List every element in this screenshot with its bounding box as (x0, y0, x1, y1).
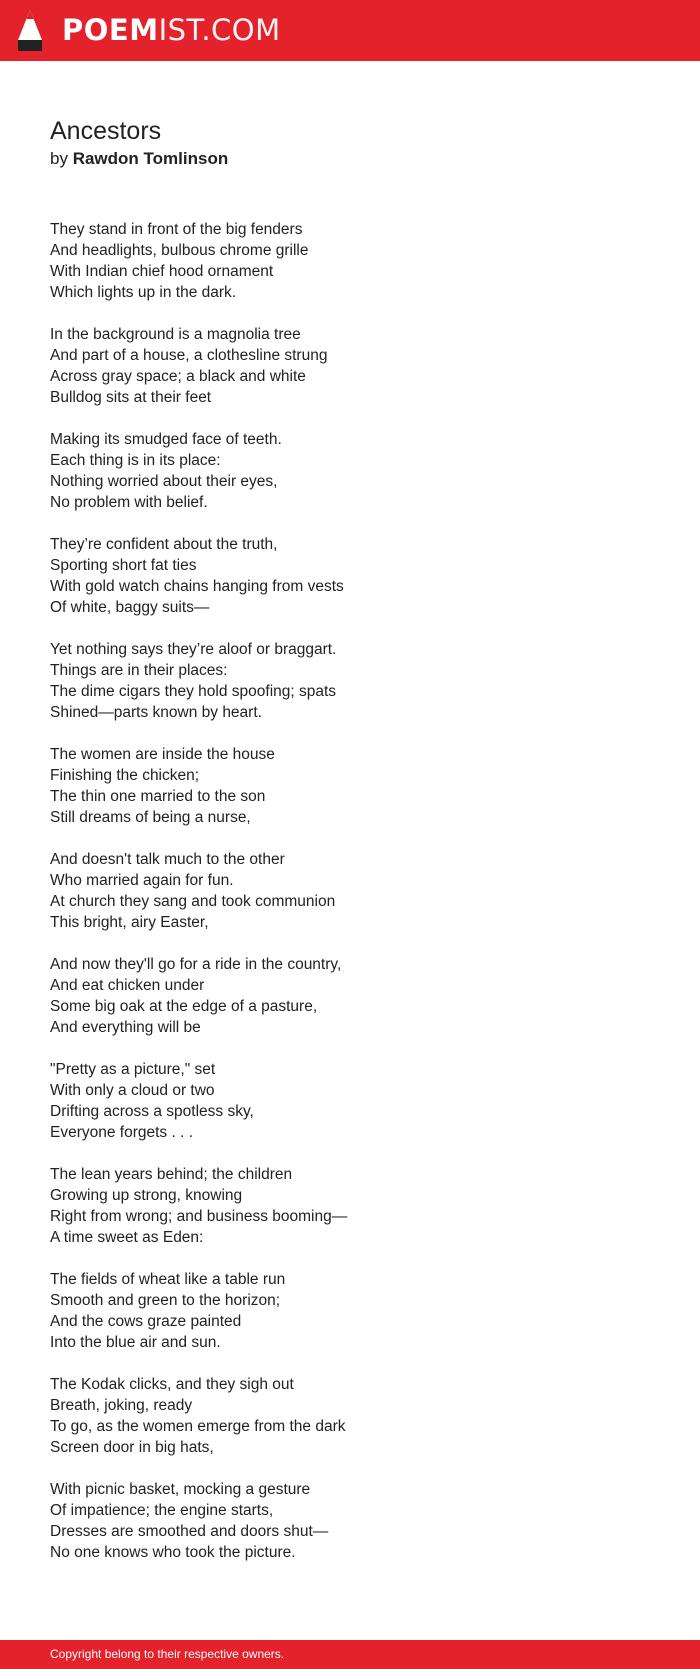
poem-line: The lean years behind; the children (50, 1166, 293, 1183)
poem-line: And everything will be (50, 1019, 201, 1036)
poem-line: To go, as the women emerge from the dark (50, 1418, 346, 1435)
poem-stanza (50, 429, 650, 513)
poem-stanza (50, 1164, 650, 1248)
poem-line: With gold watch chains hanging from vests (50, 578, 344, 595)
poem-line: Everyone forgets . . . (50, 1124, 194, 1141)
poem-line: No problem with belief. (50, 494, 208, 511)
poem-line: Some big oak at the edge of a pasture, (50, 998, 318, 1015)
poem-stanza (50, 1059, 650, 1143)
poem-line: And eat chicken under (50, 977, 205, 994)
poem-line: Growing up strong, knowing (50, 1187, 243, 1204)
pencil-logo-icon[interactable] (18, 10, 42, 51)
poem-line: The women are inside the house (50, 746, 275, 763)
poem-line: Breath, joking, ready (50, 1397, 193, 1414)
poem-line: The dime cigars they hold spoofing; spats (50, 683, 337, 700)
poem-line: "Pretty as a picture," set (50, 1061, 216, 1078)
poem-line: In the background is a magnolia tree (50, 326, 301, 343)
poem-line: They’re confident about the truth, (50, 536, 278, 553)
poem-line: Screen door in big hats, (50, 1439, 214, 1456)
copyright-text: Copyright belong to their respective owners. (50, 1647, 285, 1661)
poem-byline (50, 148, 228, 170)
poem-stanza (50, 324, 650, 408)
poem-line: Right from wrong; and business booming— (50, 1208, 348, 1225)
poem-title: Ancestors (50, 117, 162, 145)
poem-stanza (50, 534, 650, 618)
poem-line: Things are in their places: (50, 662, 228, 679)
poem-stanza (50, 849, 650, 933)
poem-line: Which lights up in the dark. (50, 284, 237, 301)
poem-stanza (50, 1374, 650, 1458)
poem-line: Making its smudged face of teeth. (50, 431, 282, 448)
poem-line: Into the blue air and sun. (50, 1334, 221, 1351)
poem-line: Of white, baggy suits— (50, 599, 210, 616)
poem-stanza (50, 1269, 650, 1353)
poem-line: Finishing the chicken; (50, 767, 200, 784)
poem-line: With only a cloud or two (50, 1082, 215, 1099)
poem-line: The fields of wheat like a table run (50, 1271, 286, 1288)
poem-stanza (50, 1479, 650, 1563)
poem-line: Nothing worried about their eyes, (50, 473, 278, 490)
poem-line: Dresses are smoothed and doors shut— (50, 1523, 329, 1540)
site-logo[interactable] (62, 13, 281, 47)
poem-line: They stand in front of the big fenders (50, 221, 303, 238)
poem-line: Drifting across a spotless sky, (50, 1103, 254, 1120)
poem-stanza (50, 219, 650, 303)
poem-line: And headlights, bulbous chrome grille (50, 242, 309, 259)
poem-body (50, 219, 650, 1584)
by-label: by (50, 149, 68, 168)
poem-line: The Kodak clicks, and they sigh out (50, 1376, 294, 1393)
poem-line: Across gray space; a black and white (50, 368, 306, 385)
poem-line: This bright, airy Easter, (50, 914, 209, 931)
poem-line: Who married again for fun. (50, 872, 234, 889)
poem-stanza (50, 954, 650, 1038)
poem-stanza (50, 744, 650, 828)
poem-line: And the cows graze painted (50, 1313, 242, 1330)
poem-line: And now they'll go for a ride in the country, (50, 956, 342, 973)
poem-line: Shined—parts known by heart. (50, 704, 262, 721)
poem-line: Still dreams of being a nurse, (50, 809, 251, 826)
poem-line: And doesn't talk much to the other (50, 851, 285, 868)
poem-line: Smooth and green to the horizon; (50, 1292, 281, 1309)
poem-line: And part of a house, a clothesline strung (50, 347, 328, 364)
poem-line: At church they sang and took communion (50, 893, 336, 910)
logo-light-text: IST.COM (158, 13, 281, 47)
poem-line: Yet nothing says they’re aloof or braggart. (50, 641, 337, 658)
poem-line: Sporting short fat ties (50, 557, 197, 574)
poem-line: Of impatience; the engine starts, (50, 1502, 274, 1519)
poem-line: No one knows who took the picture. (50, 1544, 296, 1561)
poem-line: The thin one married to the son (50, 788, 266, 805)
poem-author[interactable]: Rawdon Tomlinson (72, 149, 229, 168)
poem-line: Each thing is in its place: (50, 452, 221, 469)
site-header (0, 0, 700, 61)
poem-line: A time sweet as Eden: (50, 1229, 204, 1246)
poem-line: Bulldog sits at their feet (50, 389, 212, 406)
site-footer (0, 1640, 700, 1669)
logo-bold-text: POEM (62, 13, 159, 47)
poem-line: With Indian chief hood ornament (50, 263, 274, 280)
poem-line: With picnic basket, mocking a gesture (50, 1481, 311, 1498)
poem-stanza (50, 639, 650, 723)
